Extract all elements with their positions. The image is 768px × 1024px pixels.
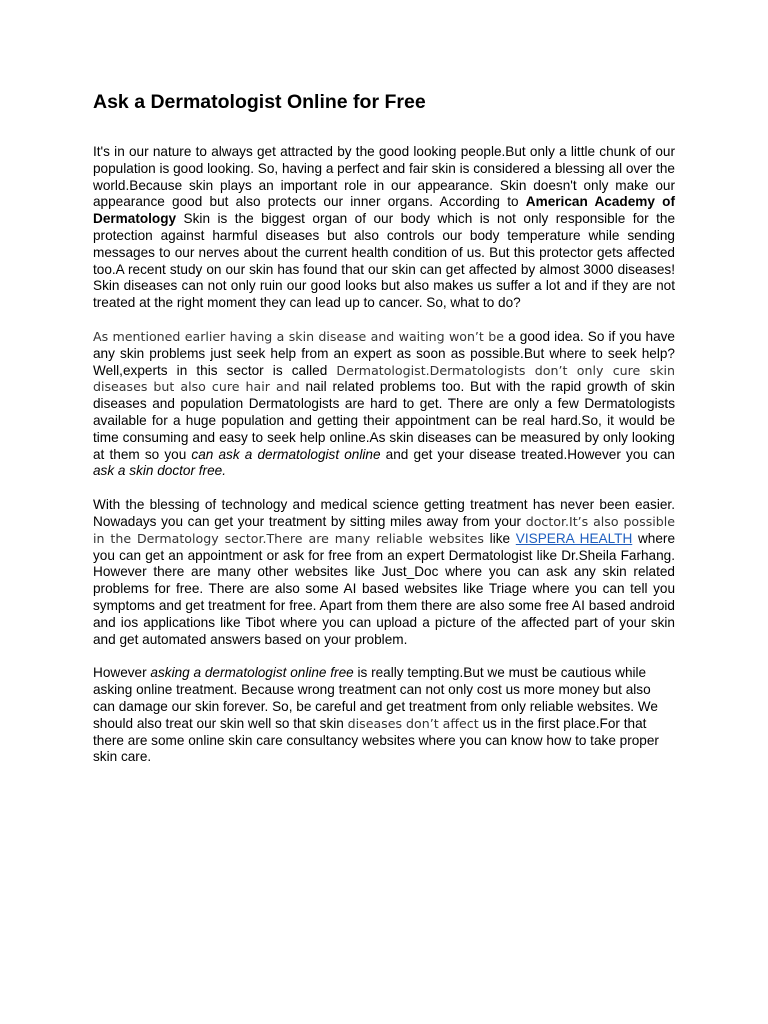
paragraph-text: nail related problems too. But with the rapid growth of skin diseases and population Dermatologists are hard to get. There are only a few Dermatologists available for a huge population and getting their appointment can be real hard.So, it would be time consuming and easy to seek help online.As skin diseases can be measured by only looking at them so you (93, 379, 675, 462)
emphasis-text: ask a skin doctor free. (93, 463, 226, 479)
document-page (93, 90, 675, 783)
paragraph-text: With the blessing of technology and medical science getting treatment has never been easier. Nowadays you can get your treatment by sitting miles away from your (93, 497, 675, 529)
paragraph-text: It's in our nature to always get attracted by the good looking people.But only a little chunk of our population is good looking. So, having a perfect and fair skin is considered a blessing all over the world.Because skin plays an important role in our appearance. Skin doesn't only make our appearance good but also protects our inner organs. According to (93, 144, 675, 210)
paragraph-conclusion (93, 665, 675, 766)
paragraph-text: is really tempting.But we must be cautious while asking online treatment. Because wrong treatment can not only cost us more money but also can damage our skin forever. So, be careful and get treatment from only reliable websites. We should also treat our skin well so that skin (93, 665, 658, 731)
vispera-health-link[interactable]: VISPERA HEALTH (515, 530, 633, 546)
paragraph-seek-help (93, 329, 675, 480)
paragraph-text: us in the first place.For that there are some online skin care consultancy websites where you can know how to take proper skin care. (93, 715, 659, 765)
paragraph-technology (93, 497, 675, 648)
paragraph-text: As mentioned earlier having a skin disease and waiting won’t be (93, 328, 504, 344)
paragraph-text: a good idea. So if you have any skin problems just seek help from an expert as soon as possible.But where to seek help?Well,experts in this sector is called (93, 328, 675, 378)
paragraph-text: diseases don’t affect (347, 715, 479, 731)
paragraph-text: doctor.It’s also possible in the Dermatology sector.There are many reliable websites (93, 513, 676, 546)
paragraph-text: Dermatologist.Dermatologists don’t only cure skin diseases but also cure hair and (93, 362, 675, 395)
paragraph-text: where you can get an appointment or ask for free from an expert Dermatologist like Dr.Sheila Farhang. However there are many other websites like Just_Doc where you can ask any skin related problems for free. There are also some AI based websites like Triage where you can tell you symptoms and get treatment for free. Apart from them there are also some free AI based android and ios applications like Tibot where you can upload a picture of the affected part of your skin and get automated answers based on your problem. (93, 530, 675, 647)
paragraph-text: However (93, 665, 151, 681)
organization-name: American Academy of Dermatology (93, 194, 675, 227)
page-title: Ask a Dermatologist Online for Free (93, 91, 426, 113)
emphasis-text: can ask a dermatologist online (191, 446, 381, 462)
paragraph-text: and get your disease treated.However you can (380, 446, 675, 462)
emphasis-text: asking a dermatologist online free (150, 665, 354, 681)
paragraph-text: like (483, 530, 516, 546)
paragraph-intro (93, 144, 675, 312)
paragraph-text: Skin is the biggest organ of our body which is not only responsible for the protection against harmful diseases but also controls our body temperature while sending messages to our nerves about the current health condition of us. But this protector gets affected too.A recent study on our skin has found that our skin can get affected by almost 3000 diseases! Skin diseases can not only ruin our good looks but also makes us suffer a lot and if they are not treated at the right moment they can lead up to cancer. So, what to do? (93, 211, 675, 311)
